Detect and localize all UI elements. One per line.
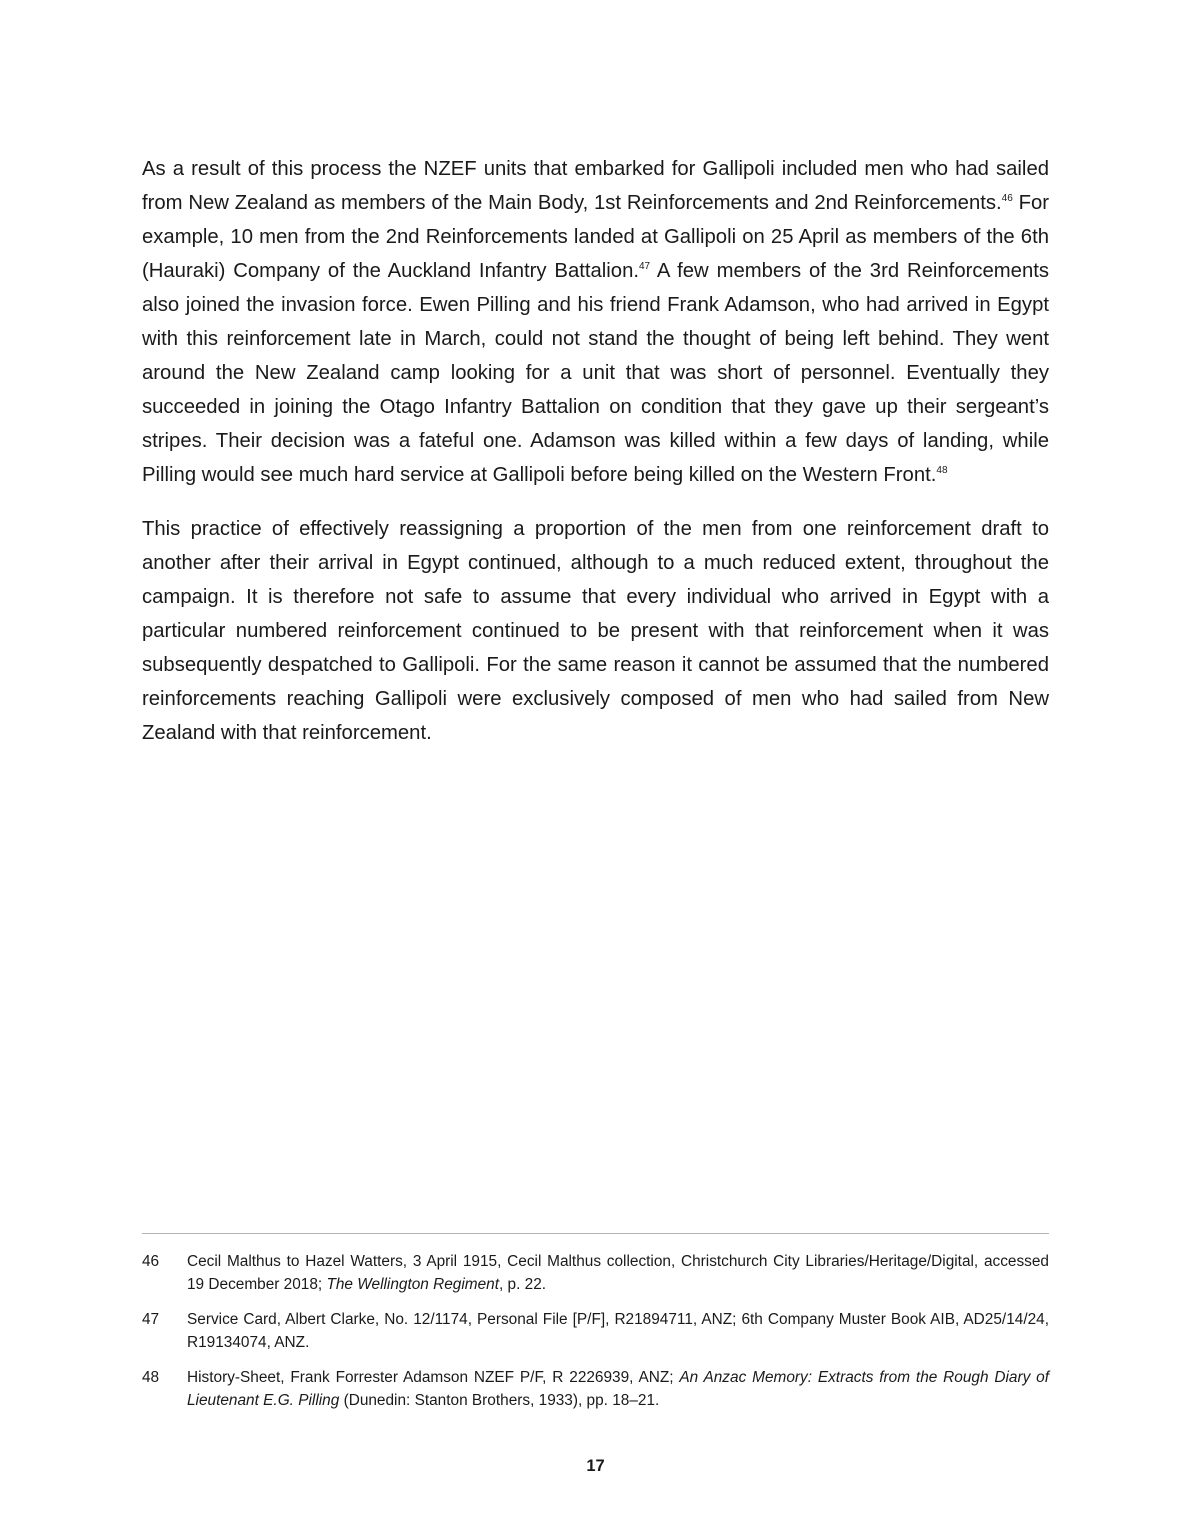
footnote-46 <box>142 1250 1049 1296</box>
footnote-48 <box>142 1366 1049 1412</box>
footnote-title: An Anzac Memory: Extracts from the Rough Diary of Lieutenant E.G. Pilling <box>187 1369 1049 1409</box>
paragraph-1-text-c: A few members of the 3rd Reinforcements also joined the invasion force. Ewen Pilling and his friend Frank Adamson, who had arrived in Egypt with this reinforcement late in March, could not stand the thought of being left behind. They went around the New Zealand camp looking for a unit that was short of personnel. Eventually they succeeded in joining the Otago Infantry Battalion on condition that they gave up their sergeant’s stripes. Their decision was a fateful one. Adamson was killed within a few days of landing, while Pilling would see much hard service at Gallipoli before being killed on the Western Front. <box>142 260 1049 486</box>
footnote-number: 46 <box>142 1253 160 1270</box>
footnote-divider <box>142 1233 1049 1234</box>
footnote-number: 48 <box>142 1369 160 1386</box>
footnote-47 <box>142 1308 1049 1354</box>
body-text <box>142 152 1049 750</box>
paragraph-1-text-b: For example, 10 men from the 2nd Reinforcements landed at Gallipoli on 25 April as members of the 6th (Hauraki) Company of the Auckland Infantry Battalion. <box>142 192 1050 282</box>
footnote-text-a: History-Sheet, Frank Forrester Adamson NZEF P/F, R 2226939, ANZ; <box>187 1369 680 1386</box>
footnote-number: 47 <box>142 1311 160 1328</box>
footnote-title: The Wellington Regiment <box>326 1276 499 1293</box>
paragraph-2: This practice of effectively reassigning a proportion of the men from one reinforcement draft to another after their arrival in Egypt continued, although to a much reduced extent, throughout the campaign. It is therefore not safe to assume that every individual who arrived in Egypt with a particular numbered reinforcement continued to be present with that reinforcement when it was subsequently despatched to Gallipoli. For the same reason it cannot be assumed that the numbered reinforcements reaching Gallipoli were exclusively composed of men who had sailed from New Zealand with that reinforcement. <box>142 518 1049 744</box>
footnote-text <box>187 1366 1049 1412</box>
footnote-text-a: Cecil Malthus to Hazel Watters, 3 April 1915, Cecil Malthus collection, Christchurch City Libraries/Heritage/Digital, accessed 19 December 2018; <box>187 1253 1049 1293</box>
footnote-text <box>187 1250 1049 1296</box>
paragraph-1-text-a: As a result of this process the NZEF units that embarked for Gallipoli included men who had sailed from New Zealand as members of the Main Body, 1st Reinforcements and 2nd Reinforcements. <box>142 158 1049 214</box>
footnote-ref-47: 47 <box>639 261 651 272</box>
footnote-ref-46: 46 <box>1001 193 1013 204</box>
footnote-text: Service Card, Albert Clarke, No. 12/1174, Personal File [P/F], R21894711, ANZ; 6th Company Muster Book AIB, AD25/14/24, R19134074, ANZ. <box>187 1311 1049 1351</box>
footnote-ref-48: 48 <box>936 465 948 476</box>
paragraph-1 <box>142 152 1049 492</box>
footnote-text-b: (Dunedin: Stanton Brothers, 1933), pp. 18–21. <box>339 1392 660 1409</box>
page-number: 17 <box>586 1457 605 1475</box>
footnote-text-b: , p. 22. <box>499 1276 547 1293</box>
footnotes <box>142 1250 1049 1424</box>
